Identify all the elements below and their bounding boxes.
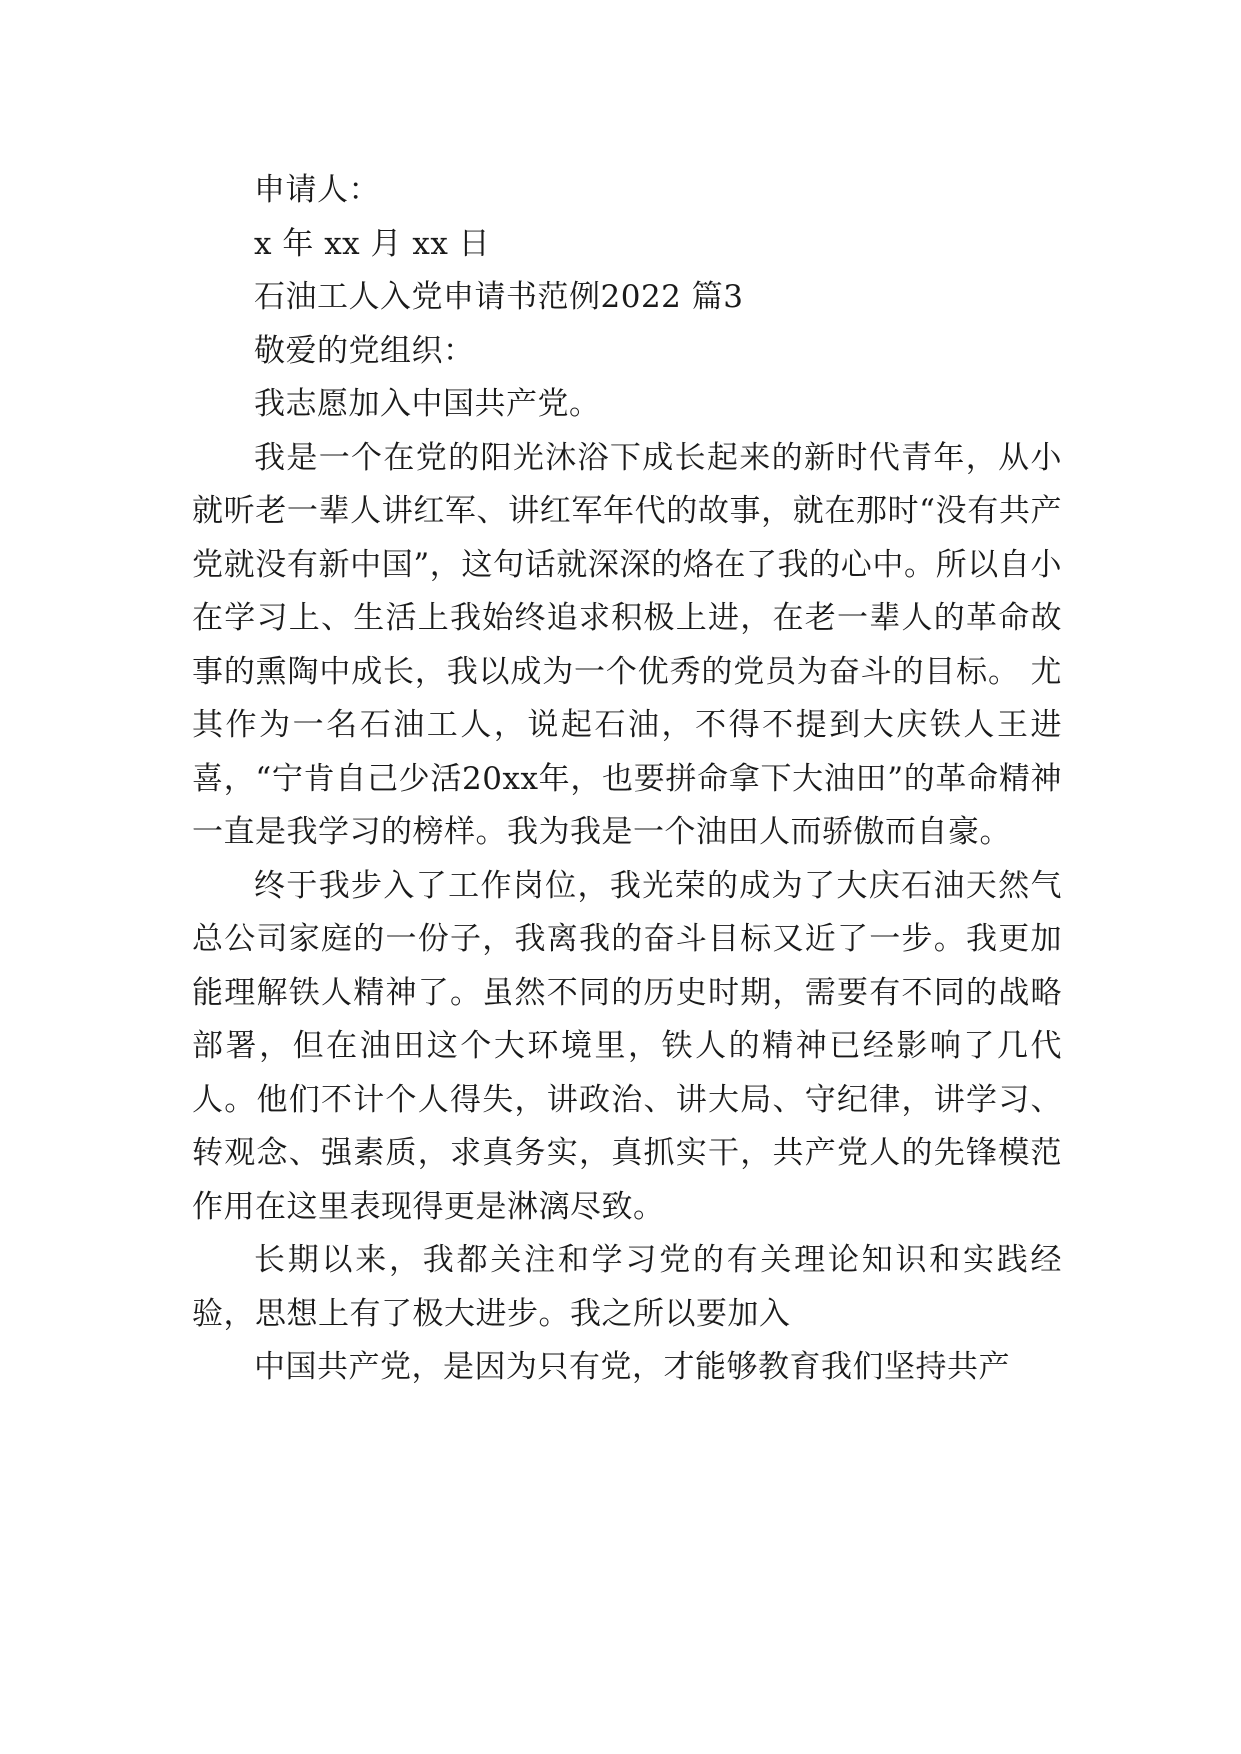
section-title: 石油工人入党申请书范例2022 篇3 <box>254 279 744 315</box>
body-paragraph: 我是一个在党的阳光沐浴下成长起来的新时代青年，从小就听老一辈人讲红军、讲红军年代的故事，就在那时“没有共产党就没有新中国”，这句话就深深的烙在了我的心中。所以自小在学习上、生活上我始终追求积极上进，在老一辈人的革命故事的熏陶中成长，我以成为一个优秀的党员为奋斗的目标。 尤其作为一名石油工人，说起石油，不得不提到大庆铁人王进喜，“宁肯自己少活20xx年，也要拼命拿下大油田”的革命精神一直是我学习的榜样。我为我是一个油田人而骄傲而自豪。 <box>192 439 1062 850</box>
document-body <box>192 164 1062 1395</box>
applicant-line: 申请人： <box>254 172 380 208</box>
body-paragraph: 中国共产党，是因为只有党，才能够教育我们坚持共产 <box>254 1349 1010 1385</box>
date-line: x 年 xx 月 xx 日 <box>254 225 491 262</box>
body-paragraph: 我志愿加入中国共产党。 <box>254 386 601 422</box>
body-paragraph: 终于我步入了工作岗位，我光荣的成为了大庆石油天然气总公司家庭的一份子，我离我的奋斗目标又近了一步。我更加能理解铁人精神了。虽然不同的历史时期，需要有不同的战略部署，但在油田这个大环境里，铁人的精神已经影响了几代人。他们不计个人得失，讲政治、讲大局、守纪律，讲学习、转观念、强素质，求真务实，真抓实干，共产党人的先锋模范作用在这里表现得更是淋漓尽致。 <box>192 867 1062 1225</box>
body-paragraph: 长期以来，我都关注和学习党的有关理论知识和实践经验，思想上有了极大进步。我之所以要加入 <box>192 1242 1062 1332</box>
salutation: 敬爱的党组织： <box>254 332 475 369</box>
